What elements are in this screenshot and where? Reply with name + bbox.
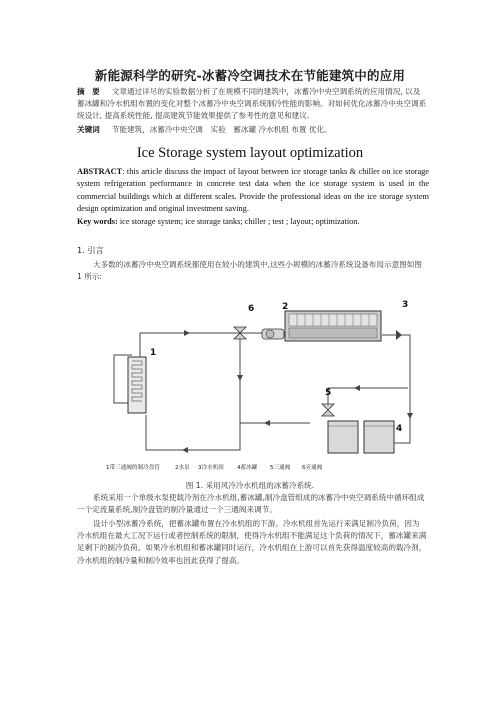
abstract-cn [77,86,427,123]
paper-title-en: Ice Storage system layout optimization [136,145,364,161]
abstract-en-text: : this article discuss the impact of layout between ice storage tanks & chiller on ice storage system refrigeration performance in concrete test data when the ice storage system is used in the commercial buildings which at different scales. Provide the professional ideas on the ice storage system design optimization and original investment saving. [77,167,429,214]
keywords-cn-text: 节能建筑，冰蓄冷中央空调 实验 蓄冰罐 冷水机组 布置 优化。 [111,125,332,134]
keywords-en-paragraph [77,216,429,228]
section-heading: 1. 引言 [77,245,104,255]
label-number-6: 6 [248,304,255,314]
label-number-1: 1 [150,348,157,358]
label-number-5: 5 [325,388,332,398]
figure-legend [106,463,323,471]
figure-1-diagram [92,295,422,475]
label-number-4: 4 [396,424,403,434]
paragraph-3: 设计小型冰蓄冷系统，把蓄冰罐布置在冷水机组的下游。冷水机组首先运行来满足制冷负荷，因为冷水机组在最大工况下运行或者控制系统的限制，使得冷水机组不能满足这个负荷的情况下，蓄冰罐来满足剩下的制冷负荷。如果冷水机组和蓄冰罐同时运行，冷水机组在上游可以首先获得温度较高的载冷剂，冷水机组的制冷量和制冷效率也因此获得了提高。 [77,519,427,565]
ice-storage-tanks [328,421,394,453]
abstract-en-paragraph [77,166,429,216]
label-number-2: 2 [282,302,289,312]
paper-title-cn: 新能源科学的研究-冰蓄冷空调技术在节能建筑中的应用 [94,68,406,83]
keywords-en-text: ice storage system; ice storage tanks; chiller ; test ; layout; optimization. [117,216,360,226]
flow-arrow [264,420,270,426]
label-number-3: 3 [402,300,409,310]
legend-item-4: 4蓄冰罐 [237,465,258,471]
legend-item-3: 3冷水机组 [198,465,224,471]
abstract-cn-text: 文章通过详尽的实验数据分析了在规模不同的建筑中，冰蓄冷中央空调系统的应用情况, 以及蓄冰罐和冷水机组布置的变化对整个冰蓄冷中央空调系统制冷性能的影响。对如何优化冰蓄冷中央空调系统设计, 提高系统性能, 提高建筑节能效果提供了参考性的意见和建议. [77,87,427,121]
pipe-bottom [146,415,310,450]
pump [262,329,284,339]
pump-motor [266,330,274,338]
cooling-coil-unit [128,357,146,413]
three-way-valve [322,404,334,416]
flow-arrow [184,330,190,336]
abstract-en [77,166,429,228]
figure-caption: 图 1. 采用风冷冷水机组的冰蓄冷系统. [185,481,315,490]
three-way-valve-body [322,404,334,416]
keywords-en-label: Key words: [77,216,118,226]
keywords-cn [77,124,427,136]
chiller-fan-panel [289,314,377,326]
chiller-lower-panel [289,328,377,338]
legend-item-2: 2水泵 [175,465,190,471]
paragraph-1: 大多数的冰蓄冷中央空调系统都使用在较小的建筑中,这些小规模的冰蓄冷系统设备布局示意图如图 1 所示: [77,260,422,282]
flow-arrow [354,385,360,391]
flow-arrow [237,375,243,381]
paragraph-2: 系统采用一个单级水泵使载冷剂在冷水机组,蓄冰罐,制冷盘管组成的冰蓄冷中央空调系统中循环组成一个定流量系统,制冷盘管的制冷量通过一个三通阀来调节。 [77,493,425,515]
legend-item-6: 6旁通阀 [302,465,323,471]
abstract-en-label: ABSTRACT [77,167,123,176]
flow-arrow [182,447,188,453]
keywords-cn-label: 关键词 [77,125,100,134]
legend-item-1: 1带三通阀的制冷盘管 [106,465,160,471]
abstract-cn-label: 摘 要 [77,87,100,96]
flow-arrow [407,413,413,419]
legend-item-5: 5三通阀 [270,465,291,471]
air-cooled-chiller [285,311,381,341]
pipe-top [140,333,277,365]
flow-arrow [396,330,402,340]
pipe-to-tanks [328,388,408,410]
